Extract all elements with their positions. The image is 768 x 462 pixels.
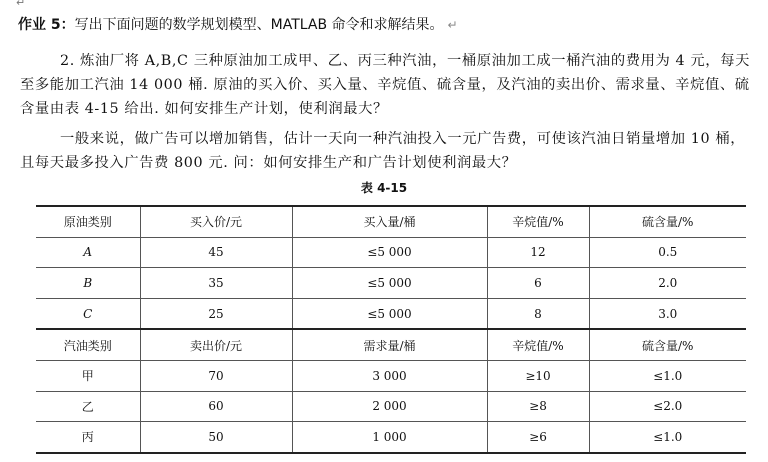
paragraph-return-mark: ↵ xyxy=(447,18,458,32)
table-cell: ≤1.0 xyxy=(589,360,746,391)
header-cell: 需求量/桶 xyxy=(292,329,487,360)
table-caption: 表 4-15 xyxy=(360,181,408,195)
header-cell: 买入量/桶 xyxy=(292,206,487,237)
oil-data-table xyxy=(36,205,746,454)
table-cell: 3.0 xyxy=(589,298,746,329)
header-cell: 买入价/元 xyxy=(140,206,292,237)
table-cell: 2 000 xyxy=(292,391,487,422)
header-cell: 汽油类别 xyxy=(36,329,140,360)
homework-label: 作业 5： xyxy=(18,17,75,33)
return-mark-top: ↵ xyxy=(16,0,26,9)
table-cell: 2.0 xyxy=(589,268,746,299)
table-cell: 1 000 xyxy=(292,422,487,453)
table-row xyxy=(36,391,746,422)
gasoline-type-cell: 乙 xyxy=(36,391,140,422)
table-cell: ≥6 xyxy=(487,422,589,453)
table-cell: 50 xyxy=(140,422,292,453)
gasoline-type-cell: 丙 xyxy=(36,422,140,453)
header-cell: 辛烷值/% xyxy=(487,329,589,360)
gasoline-header-row xyxy=(36,329,746,360)
table-cell: ≥10 xyxy=(487,360,589,391)
problem-paragraph: 2. 炼油厂将 A,B,C 三种原油加工成甲、乙、丙三种汽油，一桶原油加工成一桶汽油的费用为 4 元，每天至多能加工汽油 14 000 桶. 原油的买入价、买入量、辛烷值、硫含量，及汽油的卖出价、需求量、辛烷值、硫含量由表 4-15 给出. 如何安排生产计划，使利润最大？ xyxy=(20,53,750,117)
table-cell: ≥8 xyxy=(487,391,589,422)
header-cell: 硫含量/% xyxy=(589,329,746,360)
table-cell: ≤5 000 xyxy=(292,237,487,268)
header-cell: 辛烷值/% xyxy=(487,206,589,237)
table-cell: 6 xyxy=(487,268,589,299)
table-cell: ≤5 000 xyxy=(292,298,487,329)
table-cell: ≤2.0 xyxy=(589,391,746,422)
crude-type-cell: A xyxy=(36,237,140,268)
table-row xyxy=(36,237,746,268)
gasoline-type-cell: 甲 xyxy=(36,360,140,391)
table-cell: 3 000 xyxy=(292,360,487,391)
table-row xyxy=(36,298,746,329)
table-cell: 35 xyxy=(140,268,292,299)
table-cell: 45 xyxy=(140,237,292,268)
table-cell: 0.5 xyxy=(589,237,746,268)
table-cell: 12 xyxy=(487,237,589,268)
homework-text: 写出下面问题的数学规划模型、MATLAB 命令和求解结果。 xyxy=(74,17,444,33)
table-cell: 8 xyxy=(487,298,589,329)
advertising-paragraph: 一般来说，做广告可以增加销售，估计一天向一种汽油投入一元广告费，可使该汽油日销量增加 10 桶，且每天最多投入广告费 800 元. 问：如何安排生产和广告计划使利润最大？ xyxy=(20,131,746,171)
table-row xyxy=(36,360,746,391)
table-cell: ≤1.0 xyxy=(589,422,746,453)
homework-heading xyxy=(18,14,458,34)
table-cell: 25 xyxy=(140,298,292,329)
table-cell: ≤5 000 xyxy=(292,268,487,299)
header-cell: 硫含量/% xyxy=(589,206,746,237)
crude-type-cell: C xyxy=(36,298,140,329)
crude-type-cell: B xyxy=(36,268,140,299)
header-cell: 原油类别 xyxy=(36,206,140,237)
crude-header-row xyxy=(36,206,746,237)
table-row xyxy=(36,422,746,453)
table-cell: 60 xyxy=(140,391,292,422)
header-cell: 卖出价/元 xyxy=(140,329,292,360)
table-row xyxy=(36,268,746,299)
table-cell: 70 xyxy=(140,360,292,391)
